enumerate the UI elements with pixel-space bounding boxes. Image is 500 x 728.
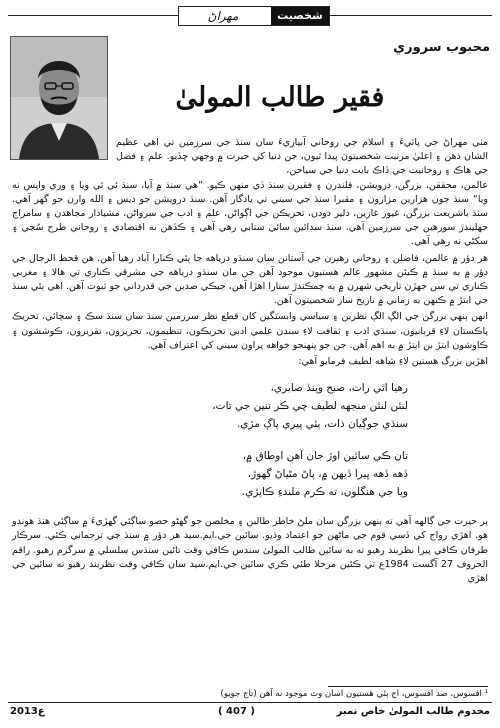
- poem-stanza-1: [12, 379, 408, 433]
- poem-line: ڏهه ڏهه ڀيرا ڏيهن ۾، پاڻ مڻياڻ گهوڙ،: [247, 468, 408, 481]
- page-number: ( 407 ): [218, 706, 255, 717]
- footnote-rule: [328, 686, 488, 687]
- poem-line: تان ڪي سائين اوڙ جان آهن اوطاق ۾،: [242, 450, 408, 463]
- paragraph-6: ٻر حيرت جي ڳالهه آهي ته ٻنهي بزرگن سان ملڻ خاطر طالبن ۽ مخلصن جو گهڻو حصو ساڳئي گهڙيءَ ۾ ساڳئي هنڌ هوندو هو. اهڙي رواج کي ڏسي قوم جي ماڻهن جو اعتماد وڌيو. سائين جي.ايم.سيد هر دؤر ۾ سنڌ جي ترجماني ڪئي. سرڪار طرفان ڪافي پيرا نظربند رهيو ته به سائين طالب المولىٰ سندس ڪافي وقت تائين سنڌس سلسلي ۾ سرگرم رهيو. راقم الحروف 27 آگسٽ 1984ع تي ڪئين مرحلا طئي ڪري سائين جي.ايم.سيد سان ڪافي وقت نظربند رهيو ته سائين جي اهڙي: [12, 516, 488, 585]
- paragraph-4: انهن ٻنهي بزرگن جي الڳ الڳ نظرين ۽ سياسي وابستگين کان قطع نظر سرزمين سنڌ سان سنڌ سڪ ۽ سچائي، تحريڪ پاڪستان لاءِ قربانيون، سنڌي ادب ۽ ثقافت لاءِ سندن علمي ادبي تحريڪون، تنظيمون، تحريرون، تقريرون، ڪوششون ۽ ڪاوشون ابتڙ بن ابتڙ ۾ به اهم آهن. جن جو پنهنجو خواهه پراون سيني کي اعتراف آهي.: [12, 311, 488, 351]
- paragraph-5: اهڙين بزرگ هستين لاءِ شاهه لطيف فرمايو آهي:: [298, 356, 488, 368]
- footnote: ¹ افسوس، صد افسوس، اڄ ٻئي هستيون اسان وٽ موجود نه آهن (تاج جويو): [220, 689, 488, 699]
- poem: [12, 379, 488, 501]
- footer-year: 2013ع: [10, 706, 45, 717]
- magazine-logo: مهراڻ: [207, 9, 239, 23]
- poem-line: رهيا اٿي رات، صبح وينڏ صابري،: [270, 382, 408, 395]
- section-label: شخصيت: [271, 7, 329, 25]
- poem-stanza-2: [12, 447, 408, 501]
- poem-line: لنئن لنئن منجهه لطيف چي ڪر تنين جي تات،: [212, 400, 408, 413]
- page-header: [0, 6, 500, 26]
- footer-rule: [8, 702, 492, 703]
- poem-line: سنڌي جوڳيان ذات، ٻئي پيري پاڳ مڙي.: [236, 418, 408, 431]
- article-body: [12, 136, 488, 586]
- paragraph-1: مٺي مهراڻ جي پاٽيءَ ۽ اسلام جي روحاني آبياريءَ سان سنڌ جي سرزمين تي اهي عظيم الشان ذهن ۽ اعليٰ مرتبت شخصيتون پيدا ٿيون، جن دنيا کي حيرت ۾ وجهي ڇڏيو. علم ۽ فضل جي هاڪ ۽ روحانيت جي ڏاڪ بابت دنيا جي سياحن،: [116, 137, 488, 177]
- author-name: محبوب سروري: [393, 40, 490, 55]
- poem-line: ويا جي هنگلون، ته ڪرم ملندءِ ڪاپڙي.: [241, 486, 408, 499]
- paragraph-2: عالمن، محققن، بزرگن، درويشن، قلندرن ۽ فقيرن سنڌ ڏي منهن ڪيو. ”هي سنڌ ۾ آيا، سنڌ ئي ٿي ويا ۽ وري واپس نه ويا“ سنڌ جون هزارين مزارون ۽ مقبرا سنڌ جي سيني تي يادگار آهن. سنڌ درويشن جو ديس ۽ الله وارن جو گهر آهي. سنڌ باشريعت بزرگن، غيور غازين، دلير دودن، تحريڪن جي اڳواڻن، علم ۽ ادب جي سرواڻن، مشيادار مجاهدن ۽ سامراج جهليندڙ سورهين جي سرزمين آهي. سنڌ سدائين سائي ستابي رهي آهي ۽ ڪڏهن به اقتصادي ۽ روحاني طرح سُڃي ۽ سکڻي نه رهي آهي.: [12, 179, 488, 248]
- footer-issue-title: مخدوم طالب المولىٰ خاص نمبر: [336, 706, 490, 717]
- paragraph-3: هر دؤر ۾ عالمن، فاضلن ۽ روحاني رهبرن جي آستانن سان سنڌو درياهه جا ٻئي ڪنارا آباد رهيا آهن. هن قحط الرجال جي دؤر ۾ به سنڌ ۾ ڪيئن مشهور عالم هستيون موجود آهن جن مان سنڌو درياهه جي مشرقي ڪناري تي هالا ۽ مغربي ڪناري تي سن جهڙن تاريخي شهرن ۾ ٻه چمڪندڙ ستارا اهڙا آهن، جيڪي صدين جي قدرداني جو ثبوت آهن. اهي ٻئي سنڌ جي ابتڙ ۾ ڪنهن به زماني ۾ تاريخ ساز شخصيتون آهن.: [12, 252, 488, 307]
- header-box: [178, 6, 330, 26]
- article-title: فقير طالب المولىٰ: [175, 82, 385, 113]
